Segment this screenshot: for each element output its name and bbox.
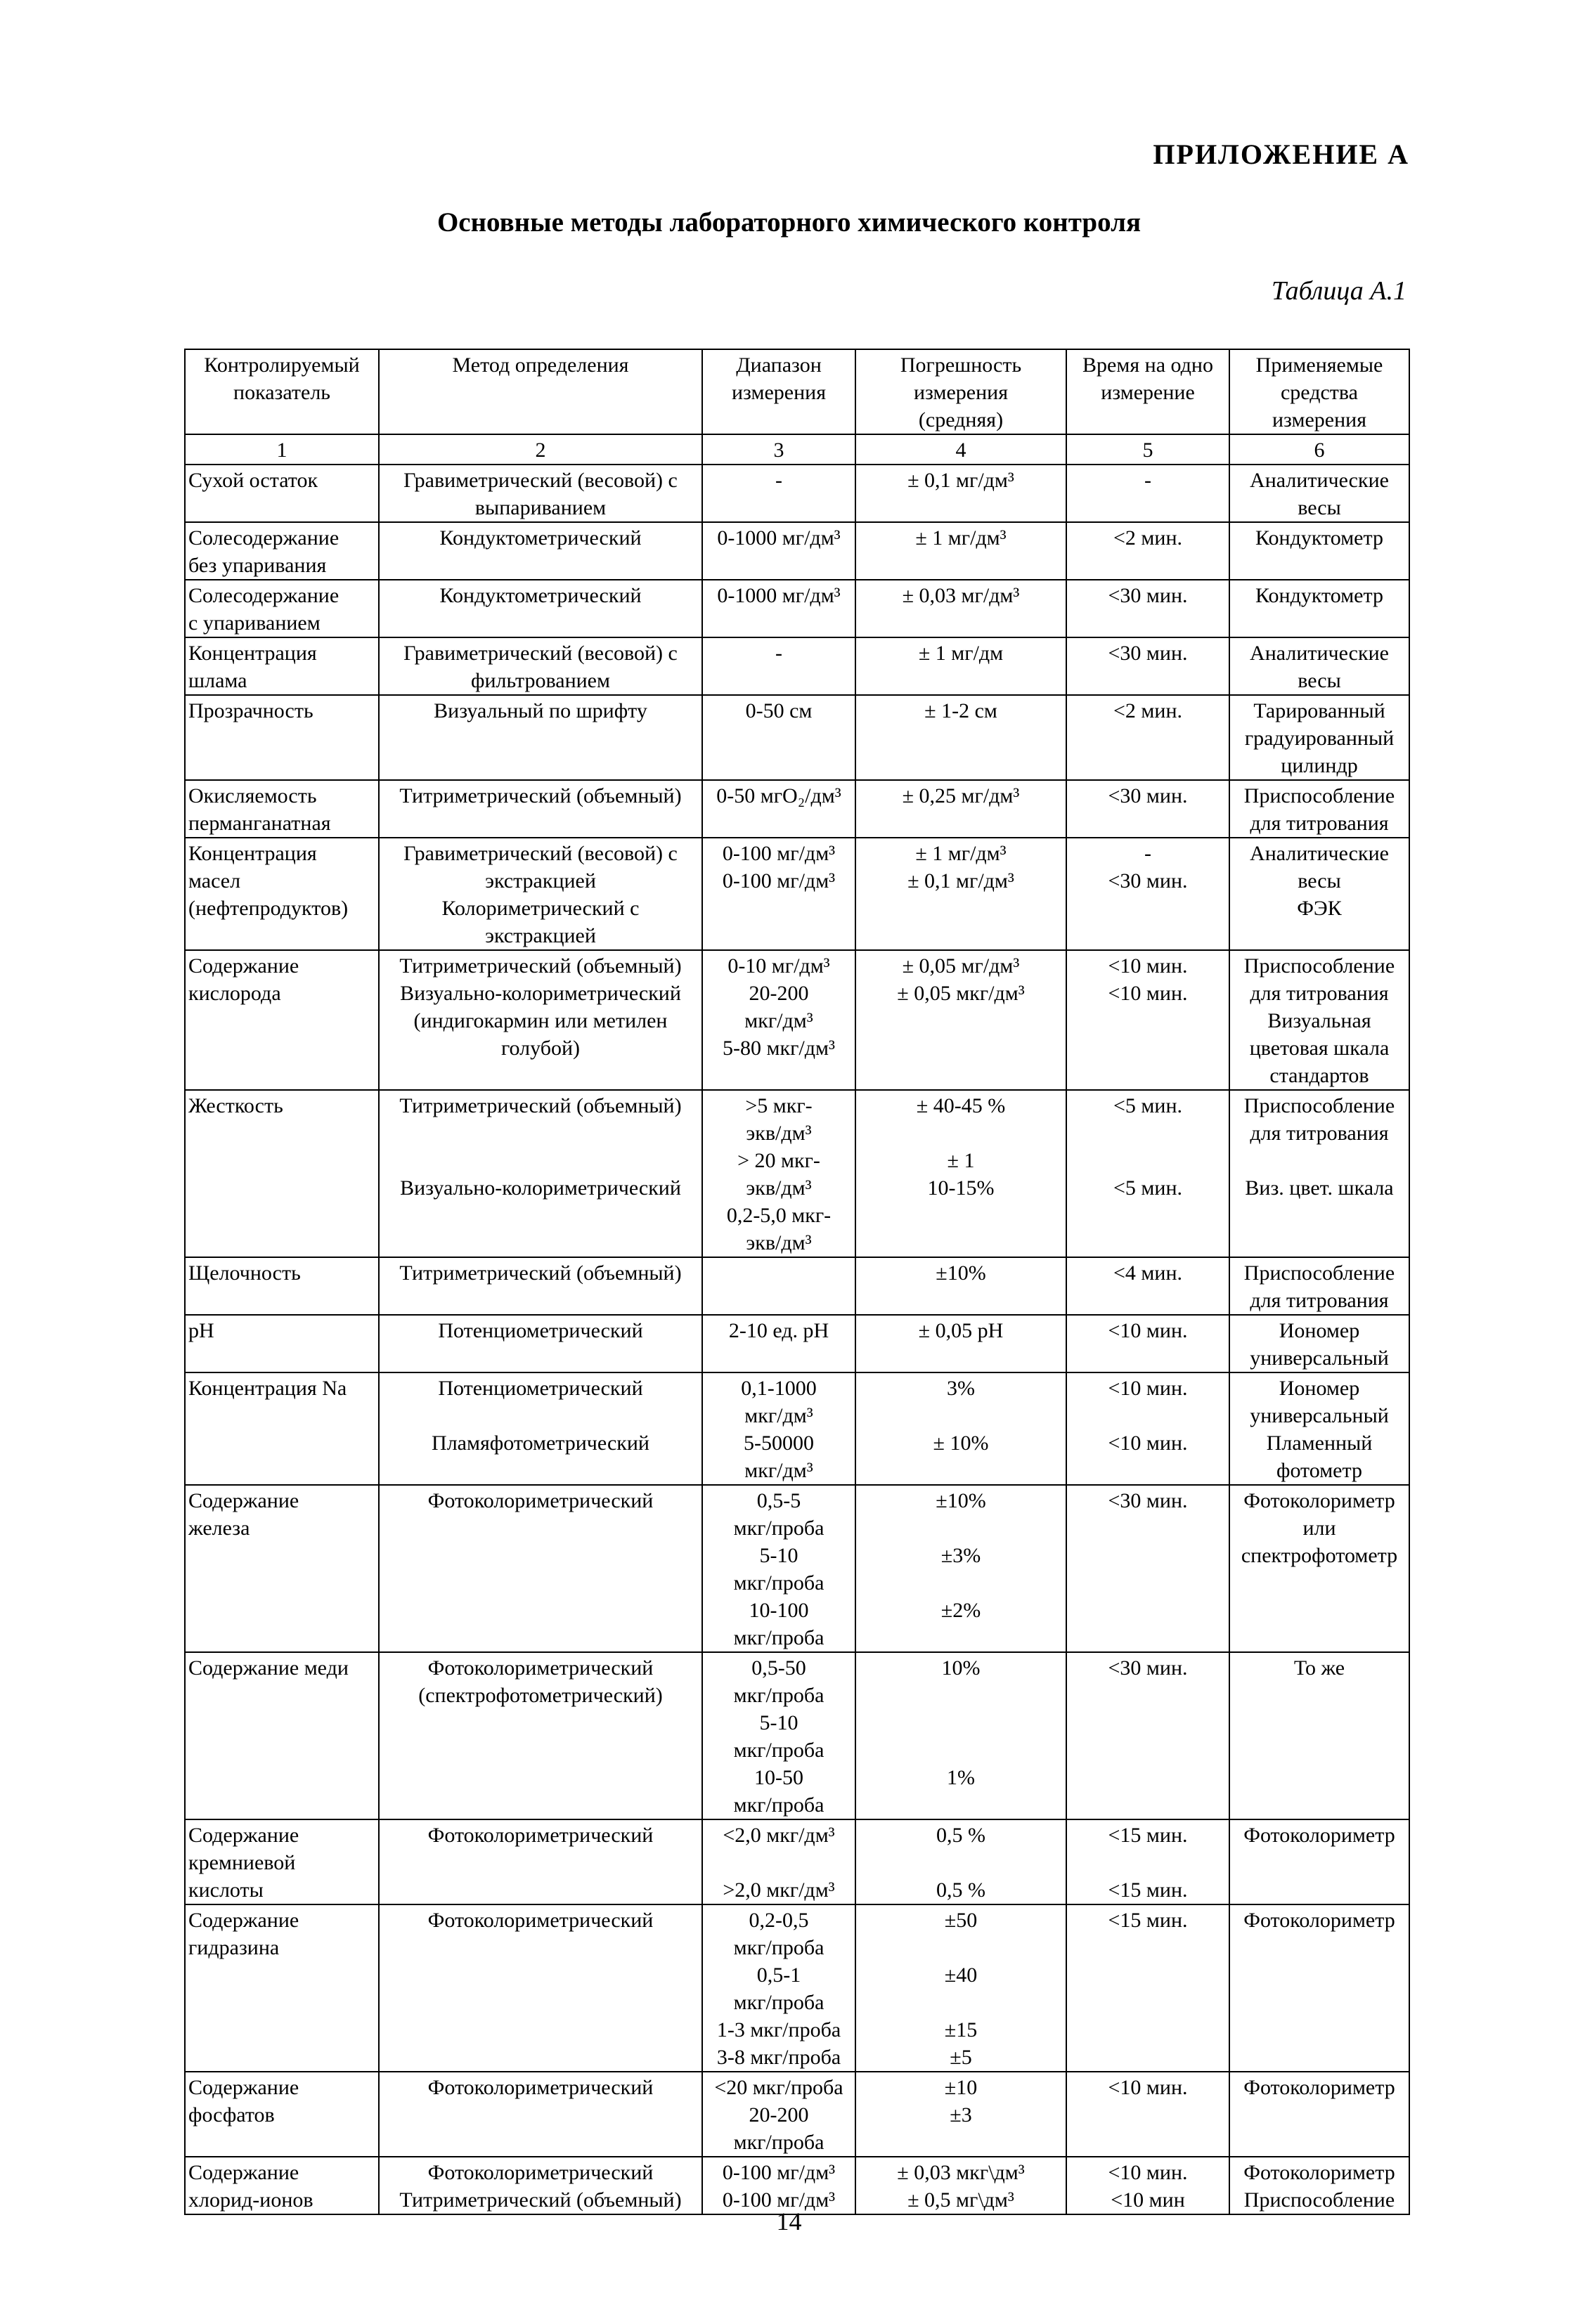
table-cell (1066, 695, 1229, 780)
cell-text: <15 мин. <15 мин. (1108, 1824, 1188, 1902)
table-cell (1229, 1257, 1409, 1315)
cell-text: Содержание меди (188, 1656, 349, 1680)
cell-text: Кондуктометр (1255, 584, 1383, 607)
table-cell (185, 637, 379, 695)
cell-text: - (1144, 469, 1151, 492)
table-cell (1229, 2157, 1409, 2214)
cell-text: <30 мин. (1108, 584, 1188, 607)
cell-text: 0-1000 мг/дм³ (717, 526, 841, 550)
table-cell (1229, 695, 1409, 780)
cell-text: Фотоколориметрический (427, 1824, 654, 1847)
table-cell (185, 1652, 379, 1819)
table-cell (855, 695, 1066, 780)
cell-text: Концентрация Na (188, 1377, 347, 1400)
table-cell (855, 1090, 1066, 1257)
table-cell (702, 1257, 855, 1315)
cell-text: - (775, 642, 782, 665)
table-row (185, 465, 1409, 522)
table-cell (379, 522, 702, 580)
header-text: Метод определения (452, 353, 629, 377)
column-number-cell: 6 (1229, 434, 1409, 465)
table-row (185, 1315, 1409, 1372)
table-cell (1229, 1904, 1409, 2072)
table-row (185, 637, 1409, 695)
cell-text: <2 мин. (1113, 699, 1182, 722)
cell-text: <4 мин. (1113, 1261, 1182, 1285)
cell-text: <10 мин. (1108, 1319, 1188, 1342)
cell-text: Фотоколориметрический (427, 1489, 654, 1512)
cell-text: ± 40-45 % ± 1 (916, 1094, 1006, 1172)
table-row (185, 1652, 1409, 1819)
cell-text: ± 1 мг/дм³ (915, 526, 1007, 550)
cell-text: <10 мин. (1108, 2076, 1188, 2099)
table-cell (1066, 1315, 1229, 1372)
table-cell (855, 580, 1066, 637)
cell-text: Жесткость (188, 1094, 283, 1117)
table-row (185, 1904, 1409, 2072)
table-cell (379, 2157, 702, 2214)
cell-text: То же (1293, 1656, 1345, 1680)
cell-text: Кондуктометрический (439, 526, 642, 550)
cell-text: Фотоколориметр Приспособление (1243, 2161, 1395, 2212)
cell-text: <30 мин. (1108, 869, 1188, 892)
cell-text: <5 мин. (1113, 1094, 1182, 1117)
table-cell (1229, 950, 1409, 1090)
table-cell (1229, 1315, 1409, 1372)
cell-text: ± 0,03 мкг\дм³ ± 0,5 мг\дм³ (897, 2161, 1025, 2212)
table-cell (185, 522, 379, 580)
table-cell (185, 838, 379, 950)
table-cell (1229, 1485, 1409, 1652)
table-cell (1066, 1257, 1229, 1315)
column-number-cell: 1 (185, 434, 379, 465)
table-cell (1066, 1819, 1229, 1904)
table-row (185, 780, 1409, 838)
cell-text: Гравиметрический (весовой) с фильтрованием (403, 642, 678, 692)
table-cell (855, 1819, 1066, 1904)
table-cell (1229, 465, 1409, 522)
header-cell (702, 349, 855, 434)
cell-text: 0,5-5 мкг/проба 5-10 мкг/проба 10-100 мкг/проба (733, 1489, 824, 1649)
cell-text: Тарированный градуированный цилиндр (1244, 699, 1395, 777)
table-row (185, 838, 1409, 950)
cell-text: <10 мин. <10 мин. (1108, 1377, 1188, 1455)
cell-text: Титриметрический (объемный) (399, 1261, 682, 1285)
cell-text: Гравиметрический (весовой) с выпариванием (403, 469, 678, 519)
cell-text: Приспособление для титрования (1243, 784, 1395, 835)
cell-text: - (1144, 842, 1151, 865)
table-cell (1229, 1372, 1409, 1485)
table-cell (1229, 838, 1409, 950)
table-cell (1229, 2072, 1409, 2157)
cell-text: Фотоколориметрический (427, 2076, 654, 2099)
cell-text: ± 0,05 pH (918, 1319, 1004, 1342)
cell-text: 0-100 мг/дм³ (722, 869, 836, 892)
cell-text: Щелочность (188, 1261, 301, 1285)
cell-text: Содержание кремниевой кислоты (188, 1824, 299, 1902)
cell-text: <30 мин. (1108, 1489, 1188, 1512)
table-cell (185, 580, 379, 637)
cell-text: Кондуктометрический (439, 584, 642, 607)
cell-text: Виз. цвет. шкала (1245, 1176, 1394, 1200)
cell-text: 0,5-50 мкг/проба 5-10 мкг/проба 10-50 мкг/проба (733, 1656, 824, 1817)
cell-text: 0,5 % 0,5 % (936, 1824, 985, 1902)
table-cell (185, 1485, 379, 1652)
header-cell (1229, 349, 1409, 434)
table-cell (702, 465, 855, 522)
cell-text: Титриметрический (объемный) (399, 954, 682, 978)
table-cell (185, 1257, 379, 1315)
table-cell (855, 2157, 1066, 2214)
cell-text: Визуально-колориметрический (индигокармин или метилен голубой) (400, 982, 681, 1060)
table-cell (1229, 1819, 1409, 1904)
cell-text: <5 мин. (1113, 1176, 1182, 1200)
cell-text: Концентрация масел (нефтепродуктов) (188, 842, 349, 920)
cell-text: ±10% ±3% ±2% (936, 1489, 986, 1622)
table-row (185, 580, 1409, 637)
header-text: Диапазон измерения (731, 353, 826, 404)
table-cell (702, 522, 855, 580)
table-cell (379, 950, 702, 1090)
table-cell (702, 1315, 855, 1372)
cell-text: 0,1-1000 мкг/дм³ 5-50000 мкг/дм³ (741, 1377, 817, 1482)
table-cell (1066, 637, 1229, 695)
cell-text: Иономер универсальный (1250, 1319, 1389, 1370)
table-cell (379, 1372, 702, 1485)
table-cell (855, 780, 1066, 838)
cell-text: 0-1000 мг/дм³ (717, 584, 841, 607)
table-cell (1066, 838, 1229, 950)
table-cell (185, 1904, 379, 2072)
header-cell (855, 349, 1066, 434)
table-cell (702, 1819, 855, 1904)
table-cell (1229, 1652, 1409, 1819)
table-cell (379, 1315, 702, 1372)
cell-text: <30 мин. (1108, 1656, 1188, 1680)
table-cell (1229, 1090, 1409, 1257)
table-cell (855, 2072, 1066, 2157)
cell-text: Концентрация шлама (188, 642, 317, 692)
cell-text: <20 мкг/проба 20-200 мкг/проба (714, 2076, 843, 2154)
table-cell (855, 950, 1066, 1090)
table-cell (185, 1315, 379, 1372)
header-text: Время на одно измерение (1082, 353, 1213, 404)
cell-text: Содержание железа (188, 1489, 299, 1540)
table-row (185, 950, 1409, 1090)
cell-text: <15 мин. (1108, 1909, 1188, 1932)
table-cell (702, 1904, 855, 2072)
table-cell (855, 637, 1066, 695)
table-cell (1066, 2157, 1229, 2214)
table-row (185, 1090, 1409, 1257)
cell-text: 10% 1% (941, 1656, 981, 1789)
table-cell (379, 465, 702, 522)
cell-text: Приспособление для титрования (1243, 1094, 1395, 1145)
table-cell (379, 780, 702, 838)
cell-text: ФЭК (1297, 897, 1342, 920)
cell-text: ± 0,05 мкг/дм³ (897, 982, 1025, 1005)
table-cell (379, 1485, 702, 1652)
table-row (185, 1257, 1409, 1315)
cell-text: Потенциометрический Пламяфотометрический (432, 1377, 649, 1455)
cell-text: Гравиметрический (весовой) с экстракцией (403, 842, 678, 892)
cell-text: 0,2-0,5 мкг/проба 0,5-1 мкг/проба 1-3 мкг/проба 3-8 мкг/проба (716, 1909, 841, 2069)
cell-text: Аналитические весы (1250, 842, 1389, 892)
table-cell (185, 1090, 379, 1257)
table-cell (185, 2157, 379, 2214)
cell-text: ± 0,03 мг/дм³ (902, 584, 1020, 607)
table-cell (702, 838, 855, 950)
table-cell (1066, 1652, 1229, 1819)
page-number: 14 (776, 2207, 802, 2235)
table-cell (379, 1819, 702, 1904)
cell-text: Содержание гидразина (188, 1909, 299, 1959)
table-cell (1229, 637, 1409, 695)
table-cell (379, 695, 702, 780)
table-cell (1229, 780, 1409, 838)
cell-text: Приспособление для титрования (1243, 1261, 1395, 1312)
table-cell (855, 1904, 1066, 2072)
table-cell (702, 1372, 855, 1485)
table-cell (1066, 1372, 1229, 1485)
column-number-cell: 4 (855, 434, 1066, 465)
cell-text: Аналитические весы (1250, 469, 1389, 519)
table-cell (379, 1904, 702, 2072)
cell-text: Фотоколориметрический (427, 1909, 654, 1932)
table-cell (1066, 2072, 1229, 2157)
cell-text: Фотоколориметр (1243, 1824, 1395, 1847)
cell-text: Визуально-колориметрический (400, 1176, 681, 1200)
cell-text: Сухой остаток (188, 469, 318, 492)
cell-text: ± 1 мг/дм³ (915, 842, 1007, 865)
table-cell (702, 2072, 855, 2157)
cell-text: Фотоколориметр (1243, 1909, 1395, 1932)
table-cell (855, 1257, 1066, 1315)
table-cell (1066, 950, 1229, 1090)
header-cell (1066, 349, 1229, 434)
table-cell (379, 637, 702, 695)
cell-text: <30 мин. (1108, 642, 1188, 665)
cell-text: ± 1 мг/дм (918, 642, 1004, 665)
methods-table-body (185, 349, 1409, 2214)
table-cell (855, 522, 1066, 580)
table-cell (855, 1372, 1066, 1485)
table-cell (855, 1652, 1066, 1819)
cell-text: Фотоколориметрический (спектрофотометрический) (418, 1656, 663, 1707)
cell-text: Солесодержание с упариванием (188, 584, 339, 635)
header-text: Применяемые средства измерения (1255, 353, 1383, 431)
page-title: Основные методы лабораторного химического контроля (436, 207, 1142, 238)
cell-text: 0-100 мг/дм³ 0-100 мг/дм³ (722, 2161, 836, 2212)
table-cell (702, 780, 855, 838)
cell-text: <10 мин. <10 мин (1108, 2161, 1188, 2212)
cell-text: Фотоколориметр (1243, 2076, 1395, 2099)
table-cell (185, 950, 379, 1090)
table-cell (855, 1315, 1066, 1372)
table-cell (702, 1652, 855, 1819)
table-cell (855, 838, 1066, 950)
cell-text: Визуальный по шрифту (434, 699, 647, 722)
cell-text: 0-50 мгО₂/дм³ (716, 784, 841, 807)
table-cell (702, 1090, 855, 1257)
cell-text: - (775, 469, 782, 492)
table-cell (379, 1257, 702, 1315)
cell-text: Окисляемость перманганатная (188, 784, 331, 835)
cell-text: ± 0,1 мг/дм³ (907, 869, 1014, 892)
table-cell (1066, 465, 1229, 522)
cell-text: Солесодержание без упаривания (188, 526, 339, 577)
table-cell (185, 465, 379, 522)
table-cell (1229, 580, 1409, 637)
table-cell (1066, 1485, 1229, 1652)
table-cell (702, 580, 855, 637)
cell-text: 20-200 мкг/дм³ 5-80 мкг/дм³ (723, 982, 835, 1060)
table-cell (379, 580, 702, 637)
column-number-cell: 5 (1066, 434, 1229, 465)
cell-text: Содержание хлорид-ионов (188, 2161, 313, 2212)
cell-text: Фотоколориметрический Титриметрический (объемный) (399, 2161, 682, 2212)
cell-text: Визуальная цветовая шкала стандартов (1249, 1009, 1390, 1087)
table-row (185, 1819, 1409, 1904)
cell-text: Титриметрический (объемный) (399, 1094, 682, 1117)
cell-text: <2,0 мкг/дм³ >2,0 мкг/дм³ (723, 1824, 835, 1902)
column-number-row (185, 434, 1409, 465)
cell-text: Содержание кислорода (188, 954, 299, 1005)
table-cell (1066, 1090, 1229, 1257)
table-cell (855, 465, 1066, 522)
table-cell (702, 2157, 855, 2214)
cell-text: ± 0,25 мг/дм³ (902, 784, 1020, 807)
table-cell (1066, 780, 1229, 838)
header-cell (379, 349, 702, 434)
table-row (185, 2072, 1409, 2157)
table-cell (855, 1485, 1066, 1652)
cell-text: Прозрачность (188, 699, 313, 722)
cell-text: <10 мин. (1108, 982, 1188, 1005)
cell-text: ± 1-2 см (924, 699, 997, 722)
table-row (185, 2157, 1409, 2214)
table-row (185, 1372, 1409, 1485)
table-cell (1066, 522, 1229, 580)
cell-text: 10-15% (927, 1176, 995, 1200)
column-number-cell: 2 (379, 434, 702, 465)
cell-text: 0,2-5,0 мкг- экв/дм³ (726, 1204, 832, 1254)
cell-text: ± 0,1 мг/дм³ (907, 469, 1014, 492)
header-text: Погрешность измерения (средняя) (900, 353, 1022, 431)
cell-text: 3% ± 10% (933, 1377, 989, 1455)
table-cell (1066, 580, 1229, 637)
table-caption: Таблица А.1 (1271, 276, 1406, 306)
cell-text: 2-10 ед. pH (728, 1319, 829, 1342)
cell-text: Содержание фосфатов (188, 2076, 299, 2127)
table-cell (702, 950, 855, 1090)
table-cell (702, 1485, 855, 1652)
cell-text: Иономер универсальный Пламенный фотометр (1250, 1377, 1389, 1482)
table-cell (702, 637, 855, 695)
table-header-row (185, 349, 1409, 434)
cell-text: Фотоколориметр или спектрофотометр (1241, 1489, 1398, 1567)
table-cell (1066, 1904, 1229, 2072)
appendix-heading: ПРИЛОЖЕНИЕ А (1153, 138, 1409, 170)
table-cell (185, 695, 379, 780)
cell-text: <30 мин. (1108, 784, 1188, 807)
cell-text: ±50 ±40 ±15 ±5 (944, 1909, 978, 2069)
cell-text: Кондуктометр (1255, 526, 1383, 550)
cell-text: >5 мкг- экв/дм³ > 20 мкг- экв/дм³ (737, 1094, 820, 1200)
cell-text: ± 0,05 мг/дм³ (902, 954, 1020, 978)
table-cell (185, 2072, 379, 2157)
table-row (185, 1485, 1409, 1652)
table-cell (379, 1090, 702, 1257)
cell-text: Аналитические весы (1250, 642, 1389, 692)
header-text: Контролируемый показатель (204, 353, 360, 404)
table-cell (1229, 522, 1409, 580)
cell-text: pH (188, 1319, 214, 1342)
cell-text: Титриметрический (объемный) (399, 784, 682, 807)
cell-text: 0-50 см (745, 699, 813, 722)
cell-text: ±10% (936, 1261, 986, 1285)
cell-text: Приспособление для титрования (1243, 954, 1395, 1005)
table-cell (185, 780, 379, 838)
table-cell (185, 1372, 379, 1485)
table-cell (702, 695, 855, 780)
cell-text: 0-10 мг/дм³ (727, 954, 830, 978)
table-row (185, 522, 1409, 580)
table-cell (379, 2072, 702, 2157)
table-cell (379, 838, 702, 950)
table-cell (379, 1652, 702, 1819)
cell-text: <10 мин. (1108, 954, 1188, 978)
table-cell (185, 1819, 379, 1904)
cell-text: Колориметрический с экстракцией (441, 897, 640, 947)
cell-text: Потенциометрический (438, 1319, 643, 1342)
cell-text: ±10 ±3 (944, 2076, 978, 2127)
cell-text: 0-100 мг/дм³ (722, 842, 836, 865)
column-number-cell: 3 (702, 434, 855, 465)
cell-text: <2 мин. (1113, 526, 1182, 550)
header-cell (185, 349, 379, 434)
methods-table (184, 349, 1410, 2215)
table-row (185, 695, 1409, 780)
